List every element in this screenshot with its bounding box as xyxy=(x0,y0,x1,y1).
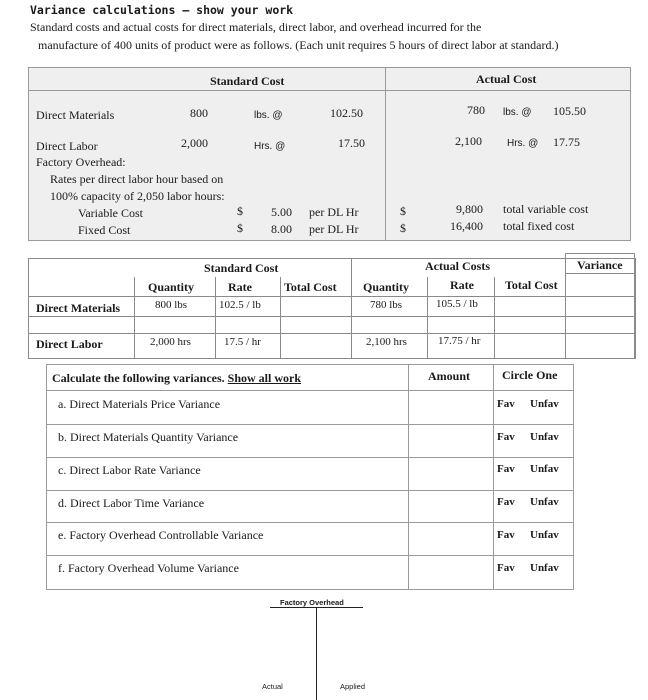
fixed-per: per DL Hr xyxy=(309,222,359,236)
variance-item-e: e. Factory Overhead Controllable Variance xyxy=(58,528,264,542)
dl-std-unit: Hrs. @ xyxy=(254,141,286,152)
intro-line-2: manufacture of 400 units of product were as follows. (Each unit requires 5 hours of direct labor at standard.) xyxy=(38,38,559,52)
summary-col-1 xyxy=(134,277,135,359)
variable-act-dollar-sign: $ xyxy=(400,204,406,218)
fixed-act-dollar-sign: $ xyxy=(400,221,406,235)
fixed-rate: 8.00 xyxy=(271,222,292,236)
overhead-rates-line-2: 100% capacity of 2,050 labor hours: xyxy=(50,189,225,203)
summary-standard-header: Standard Cost xyxy=(204,261,279,275)
variance-col-circle xyxy=(493,364,494,590)
summary-col-right xyxy=(635,258,636,359)
summary-dm-std-rate: 102.5 / lb xyxy=(219,299,261,311)
unfav-choice-a[interactable]: Unfav xyxy=(530,398,559,410)
amount-input-d[interactable] xyxy=(409,491,492,521)
summary-dl-act-rate: 17.75 / hr xyxy=(438,335,481,347)
unfav-choice-b[interactable]: Unfav xyxy=(530,431,559,443)
cost-table-header-divider xyxy=(28,90,631,91)
circle-one-header: Circle One xyxy=(502,368,558,382)
fav-choice-c[interactable]: Fav xyxy=(497,463,515,475)
variance-item-d: d. Direct Labor Time Variance xyxy=(58,496,205,510)
dl-label: Direct Labor xyxy=(36,139,98,153)
t-account-right-label: Applied xyxy=(340,682,366,691)
fixed-act-desc: total fixed cost xyxy=(503,219,575,233)
overhead-rates-line-1: Rates per direct labor hour based on xyxy=(50,172,224,186)
unfav-choice-d[interactable]: Unfav xyxy=(530,496,559,508)
page-title: Variance calculations – show your work xyxy=(30,3,294,17)
dm-act-unit: lbs. @ xyxy=(503,107,532,118)
dl-act-price: 17.75 xyxy=(553,135,580,149)
amount-header: Amount xyxy=(428,369,471,383)
fav-choice-e[interactable]: Fav xyxy=(497,529,515,541)
summary-col-5 xyxy=(427,277,428,359)
variance-item-a: a. Direct Materials Price Variance xyxy=(58,397,221,411)
summary-col-7 xyxy=(565,253,566,359)
variance-instructions xyxy=(52,371,301,386)
summary-col-6 xyxy=(494,277,495,359)
cost-table-column-divider xyxy=(385,67,386,241)
variance-row-line-4 xyxy=(46,522,574,523)
dl-act-unit: Hrs. @ xyxy=(507,138,539,149)
summary-dm-act-rate: 105.5 / lb xyxy=(436,298,478,310)
summary-dm-label: Direct Materials xyxy=(36,301,121,315)
dl-act-qty: 2,100 xyxy=(455,134,482,148)
summary-col-4 xyxy=(351,258,352,359)
unfav-choice-e[interactable]: Unfav xyxy=(530,529,559,541)
summary-col-2 xyxy=(215,277,216,359)
std-rate-header: Rate xyxy=(228,280,252,294)
variance-row-line-1 xyxy=(46,424,574,425)
act-rate-header: Rate xyxy=(450,278,474,292)
summary-dl-act-qty: 2,100 hrs xyxy=(366,336,407,348)
variable-dollar-sign: $ xyxy=(237,204,243,218)
dl-std-qty: 2,000 xyxy=(181,136,208,150)
overhead-label: Factory Overhead: xyxy=(36,155,126,169)
variable-per: per DL Hr xyxy=(309,205,359,219)
dm-std-unit: lbs. @ xyxy=(254,110,283,121)
variable-rate: 5.00 xyxy=(271,205,292,219)
variance-header: Variance xyxy=(577,258,623,272)
summary-dl-label: Direct Labor xyxy=(36,337,103,351)
dm-std-qty: 800 xyxy=(190,106,208,120)
amount-input-b[interactable] xyxy=(409,425,492,456)
fav-choice-b[interactable]: Fav xyxy=(497,431,515,443)
variance-instructions-emphasis: Show all work xyxy=(227,371,302,385)
amount-input-e[interactable] xyxy=(409,523,492,554)
summary-dm-act-qty: 780 lbs xyxy=(370,299,403,311)
amount-input-c[interactable] xyxy=(409,458,492,489)
fav-choice-f[interactable]: Fav xyxy=(497,562,515,574)
summary-dm-std-qty: 800 lbs xyxy=(155,299,188,311)
act-total-header: Total Cost xyxy=(505,278,558,292)
t-account-left-label: Actual xyxy=(262,682,283,691)
fixed-cost-label: Fixed Cost xyxy=(78,223,131,237)
summary-row-line-2 xyxy=(28,316,635,317)
act-quantity-header: Quantity xyxy=(363,280,410,294)
variance-instructions-text: Calculate the following variances. xyxy=(52,371,225,385)
variable-cost-label: Variable Cost xyxy=(78,206,143,220)
amount-input-a[interactable] xyxy=(409,391,492,423)
fixed-dollar-sign: $ xyxy=(237,221,243,235)
dm-std-price: 102.50 xyxy=(330,106,363,120)
variable-act-amount: 9,800 xyxy=(456,202,483,216)
variance-item-c: c. Direct Labor Rate Variance xyxy=(58,463,201,477)
dl-std-price: 17.50 xyxy=(338,136,365,150)
unfav-choice-c[interactable]: Unfav xyxy=(530,463,559,475)
actual-cost-header: Actual Cost xyxy=(476,72,537,86)
dm-act-price: 105.50 xyxy=(553,104,586,118)
fixed-act-amount: 16,400 xyxy=(450,219,483,233)
standard-cost-header: Standard Cost xyxy=(210,74,285,88)
variance-row-line-3 xyxy=(46,490,574,491)
intro-line-1: Standard costs and actual costs for direct materials, direct labor, and overhead incurred for the xyxy=(30,20,482,34)
variance-item-f: f. Factory Overhead Volume Variance xyxy=(58,561,239,575)
unfav-choice-f[interactable]: Unfav xyxy=(530,562,559,574)
dm-label: Direct Materials xyxy=(36,108,115,122)
amount-input-f[interactable] xyxy=(409,556,492,589)
dm-act-qty: 780 xyxy=(467,103,485,117)
variance-row-line-5 xyxy=(46,555,574,556)
summary-row-line-1 xyxy=(28,296,635,297)
variance-header-line xyxy=(46,390,574,391)
std-quantity-header: Quantity xyxy=(148,280,195,294)
summary-dl-std-qty: 2,000 hrs xyxy=(150,336,191,348)
fav-choice-a[interactable]: Fav xyxy=(497,398,515,410)
std-total-header: Total Cost xyxy=(284,280,337,294)
fav-choice-d[interactable]: Fav xyxy=(497,496,515,508)
summary-row-line-3 xyxy=(28,333,635,334)
t-account-vertical-line xyxy=(316,607,317,700)
variable-act-desc: total variable cost xyxy=(503,202,589,216)
t-account-title: Factory Overhead xyxy=(280,598,344,607)
summary-dl-std-rate: 17.5 / hr xyxy=(224,336,261,348)
summary-col-3 xyxy=(280,277,281,359)
variance-row-line-2 xyxy=(46,457,574,458)
summary-actual-header: Actual Costs xyxy=(425,259,490,273)
variance-item-b: b. Direct Materials Quantity Variance xyxy=(58,430,239,444)
